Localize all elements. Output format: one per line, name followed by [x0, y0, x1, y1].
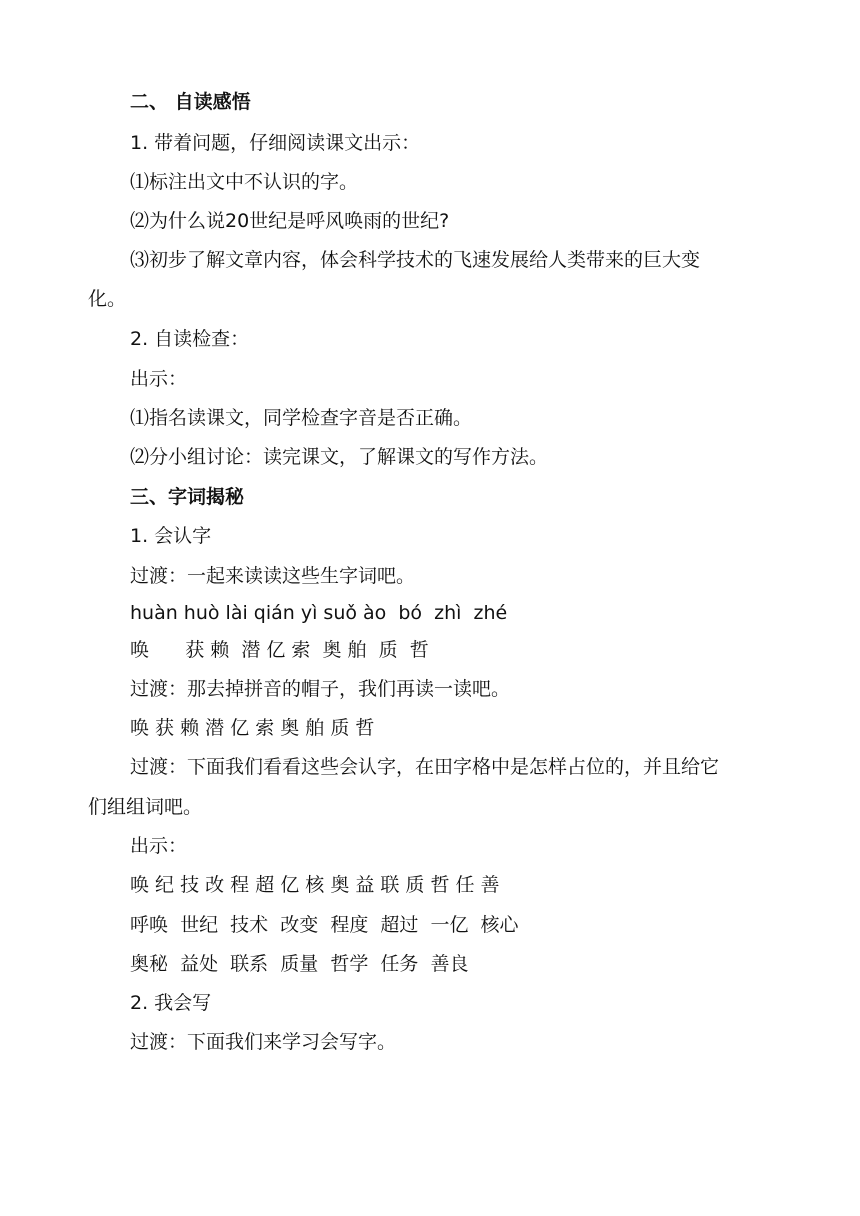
question-3-first-line: ⑶初步了解文章内容，体会科学技术的飞速发展给人类带来的巨大变: [130, 249, 701, 271]
subsection-writing: 2. 我会写: [130, 992, 212, 1014]
characters-row: 唤 获 赖 潜 亿 索 奥 舶 质 哲: [130, 717, 375, 739]
section-heading-word-secrets: 三、字词揭秘: [130, 486, 245, 508]
show-label-2: 出示：: [130, 835, 188, 857]
pinyin-row: huàn huò lài qián yì suǒ ào bó zhì zhé: [130, 602, 508, 624]
check-item-2: ⑵分小组讨论：读完课文，了解课文的写作方法。: [130, 446, 549, 468]
step-1-read-with-questions: 1. 带着问题，仔细阅读课文出示：: [130, 132, 421, 154]
transition-4: 过渡：下面我们来学习会写字。: [130, 1031, 397, 1053]
question-2: ⑵为什么说20世纪是呼风唤雨的世纪?: [130, 210, 450, 232]
step-2-self-check: 2. 自读检查：: [130, 328, 250, 350]
words-row-2: 奥秘 益处 联系 质量 哲学 任务 善良: [130, 953, 469, 975]
section-heading-self-reading: 二、 自读感悟: [130, 91, 251, 113]
question-3-second-line: 化。: [88, 288, 127, 310]
transition-2: 过渡：那去掉拼音的帽子，我们再读一读吧。: [130, 678, 511, 700]
transition-3-second-line: 们组组词吧。: [88, 796, 203, 818]
characters-with-pinyin-row: 唤 获 赖 潜 亿 索 奥 舶 质 哲: [130, 639, 429, 661]
transition-1: 过渡：一起来读读这些生字词吧。: [130, 565, 416, 587]
transition-3-first-line: 过渡：下面我们看看这些会认字，在田字格中是怎样占位的，并且给它: [130, 756, 720, 778]
check-item-1: ⑴指名读课文，同学检查字音是否正确。: [130, 407, 473, 429]
subsection-recognize-characters: 1. 会认字: [130, 525, 212, 547]
words-row-1: 呼唤 世纪 技术 改变 程度 超过 一亿 核心: [130, 914, 519, 936]
question-1: ⑴标注出文中不认识的字。: [130, 171, 359, 193]
show-label: 出示：: [130, 368, 188, 390]
characters-grid-row: 唤 纪 技 改 程 超 亿 核 奥 益 联 质 哲 任 善: [130, 874, 500, 896]
